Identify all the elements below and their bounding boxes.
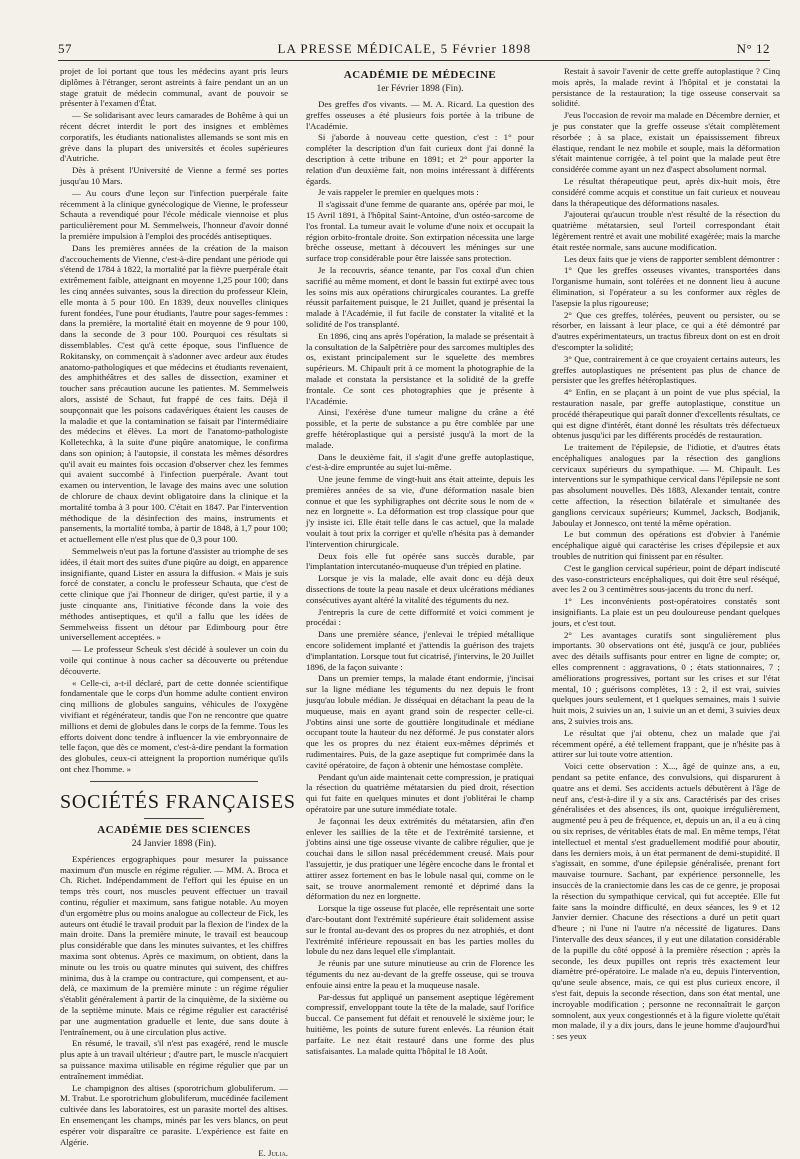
med-paragraph: 1° Que les greffes osseuses vivantes, transportées dans l'organisme humain, sont tolérées et ne donnent lieu à aucune élimination, si l'opérateur a su les conformer aux règles de l'asepsie la plus rigoureuse; xyxy=(552,265,780,308)
news-paragraph: projet de loi portant que tous les médecins ayant pris leurs diplômes à l'étranger, seront astreints à faire pendant un an un stage gratuit de médecin communal, avant de pouvoir se présenter à l'examen d'État. xyxy=(60,66,288,109)
med-paragraph: C'est le ganglion cervical supérieur, point de départ indiscuté des vaso-constricteurs encéphaliques, qui doit être seul réséqué, avec les 2 ou 3 centimètres sous-jacents du tronc du nerf. xyxy=(552,562,780,595)
academy-medicine-date: 1er Février 1898 (Fin). xyxy=(376,84,464,94)
section-title: SOCIÉTÉS FRANÇAISES xyxy=(60,790,296,813)
issue-date: 5 Février 1898 xyxy=(440,41,532,56)
sci-paragraph: Expériences ergographiques pour mesurer la puissance maximum d'un muscle en régime régulier. — MM. A. Broca et Ch. Richet. Indépendamment de l'effort qui les épuise en un temps très court, nos muscles peuvent effectuer un travail continu, régulier et maximum, sans fatigue notable. Au moyen d'un ergomètre plus ou moins analogue au collecteur de Fick, les auteurs ont étudié le travail produit par la flexion de l'index de la main droite. Dans la première minute, le travail est beaucoup plus considérable que dans les minutes suivantes, et les chiffres maxima sont obtenus. Après ce maximum, on obtient, dans la minute ou les trois ou quatre minutes qui suivent, des chiffres minima, dus à la crampe ou contracture, qui compensent, et au-delà, ce maximum de la première minute : un régime régulier s'établit généralement à partir de la cinquième, de la sixième ou de la septième minute. Mais ce régime régulier est caractérisé par une augmentation graduelle et lente, due sans doute à l'entraînement, ou à une circulation plus active. xyxy=(60,853,288,1037)
med-paragraph: Je réunis par une suture minutieuse au crin de Florence les téguments du nez au-devant de la greffe osseuse, qui se trouva enfouie ainsi entre la peau et la muqueuse nasale. xyxy=(306,958,534,990)
issue-number: N° 12 xyxy=(736,41,770,56)
med-paragraph: Lorsque je vis la malade, elle avait donc eu déjà deux dissections de toute la peau nasale et deux ulcérations médianes consécutives ayant altéré la vitalité des téguments du nez. xyxy=(306,573,534,605)
med-paragraph: Lorsque la tige osseuse fut placée, elle représentait une sorte d'arc-boutant dont l'extrémité supérieure était solidement assise sur le frontal au-devant des os propres du nez atrophiés, et dont l'extrémité inférieure repoussait en bas les parties molles du lobule du nez dans lequel elle s'implantait. xyxy=(306,903,534,957)
med-paragraph: Restait à savoir l'avenir de cette greffe autoplastique ? Cinq mois après, la malade revint à l'hôpital et je constatai la persistance de la restauration; la tige osseuse conservait sa solidité. xyxy=(552,66,780,109)
med-paragraph: Par-dessus fut appliqué un pansement aseptique légèrement compressif, enveloppant toute la tête de la malade, sauf l'orifice buccal. Ce pansement fut défait et renouvelé le sixième jour; le huitième, les points de suture furent enlevés. La réunion était parfaite. Le nez était restauré dans une forme des plus satisfaisantes. La malade quitta l'hôpital le 18 Août. xyxy=(306,991,534,1056)
sci-paragraph: Le champignon des altises (sporotrichum globuliferum. — M. Trabut. Le sporotrichum globuliferum, mucédinée facilement cultivée dans les laboratoires, est un parasite mortel des altises. En ensemençant les champs, minés par les vers blancs, on peut espérer voir disparaître ce parasite. L'expérience est faite en Algérie. xyxy=(60,1082,288,1147)
med-paragraph: Pendant qu'un aide maintenait cette compression, je pratiquai la résection du quatrième métatarsien du pied droit, résection qui fut faite en quelques minutes et dont j'oblitérai le champ opératoire par une suture immédiate totale. xyxy=(306,771,534,814)
news-paragraph: Semmelweis n'eut pas la fortune d'assister au triomphe de ses idées, il était mort des suites d'une piqûre au doigt, en apparence insignifiante, quand Lister en assura la diffusion. « Mais je suis forcé de constater, a conclu le professeur Schauta, que c'est de cette clinique que j'ai l'honneur de diriger, qu'est partie, il y a juste cinquante ans, l'initiative féconde dans la voie des méthodes antiseptiques, et qu'il a fallu que les idées de Semmelweiss fissent un détour par Edimbourg pour être universellement acceptées. » xyxy=(60,546,288,643)
med-paragraph: Dans le deuxième fait, il s'agit d'une greffe autoplastique, c'est-à-dire empruntée au sujet lui-même. xyxy=(306,451,534,473)
med-paragraph: Le résultat thérapeutique peut, après dix-huit mois, être considéré comme acquis et constitue un fait curieux et nouveau dans la thérapeutique des déformations nasales. xyxy=(552,175,780,208)
med-paragraph: Les deux faits que je viens de rapporter semblent démontrer : xyxy=(564,253,780,264)
med-paragraph: J'entrepris la cure de cette difformité et voici comment je procédai : xyxy=(306,606,534,628)
news-paragraph: Dès à présent l'Université de Vienne a fermé ses portes jusqu'au 10 Mars. xyxy=(60,165,288,186)
running-header xyxy=(58,40,770,58)
med-paragraph: Je vais rappeler le premier en quelques mots : xyxy=(318,187,479,198)
med-paragraph: 2° Les avantages curatifs sont singulièrement plus importants. 30 observations ont été, jusqu'à ce jour, publiées avec des détails suffisants pour entrer en ligne de compte; or, elles comprennent : aggravations, 0 ; états stationnaires, 7 ; améliorations progressives, portant sur les crises et sur l'état mental, 10 ; guérisons complètes, 13 : 2, il est vrai, suivies quelques jours seulement, et 1 quelques semaines, mais 1 suivie huit mois, 2 suivies un an, 1 suivie un an et demi, 3 suivies deux ans, 2 suivies trois ans. xyxy=(552,629,780,727)
med-paragraph: Ainsi, l'exérèse d'une tumeur maligne du crâne a été possible, et la perte de substance a pu être comblée par une greffe hétéroplastique qui a persisté jusqu'à la mort de la malade. xyxy=(306,407,534,450)
med-paragraph: Je façonnai les deux extrémités du métatarsien, afin d'en enlever les saillies de la tête et de l'extrémité tarsienne, et j'obtins ainsi une tige osseuse vivante de calibre régulier, que je couchai dans le sillon nasal précédemment creusé. Mais pour l'assujettir, je dus pratiquer une légère encoche dans le frontal et attirer assez fortement en bas le lobule nasal qui, comme on le sait, se trouve anormalement remonté et déprimé dans la déformation du nez en lorgnette. xyxy=(306,815,534,902)
med-paragraph: Des greffes d'os vivants. — M. A. Ricard. La question des greffes osseuses a été plusieurs fois portée à la tribune de l'Académie. xyxy=(306,99,534,131)
med-paragraph: En 1896, cinq ans après l'opération, la malade se présentait à la consultation de la Salpêtrière pour des sarcomes multiples des os, existant principalement sur le squelette des membres supérieurs. M. Chipault prit à ce moment la photographie de la malade et constata la persistance et la solidité de la greffe frontale. Ce sont ces photographies que je présente à l'Académie. xyxy=(306,330,534,406)
med-paragraph: Une jeune femme de vingt-huit ans était atteinte, depuis les premières années de sa vie, d'une déformation nasale bien connue et que les syphiligraphes ont décrite sous le nom de « nez en lorgnette ». La déformation est trop classique pour que j'y insiste ici. Elle était telle dans le cas actuel, que la malade voulait à tout prix la corriger et qu'elle n'hésita pas à demander l'intervention chirurgicale. xyxy=(306,474,534,549)
journal-title-and-date xyxy=(278,41,532,57)
column-left xyxy=(60,66,296,1159)
med-paragraph: Voici cette observation : X..., âgé de quinze ans, a eu, pendant sa petite enfance, des convulsions, qui disparurent à quatre ans et demi. Ses accidents actuels débutèrent à l'âge de neuf ans, c'est-à-dire il y a six ans. Caractérisés par des crises généralisées et des absences, ils ont, quoique irrégulièrement, augmenté peu à peu de fréquence, et, depuis un an, il a eu à cinq ou six reprises, de véritables états de mal. En même temps, l'état intellectuel et mental s'est graduellement modifié pour aboutir, dans les derniers mois, à un état permanent de demi-stupidité. Il s'agissait, en somme, d'une épilepsie généralisée, prenant fort mauvaise tournure. Sachant, par expérience personnelle, les insuccès de la craniectomie dans les cas de ce genre, je proposai la résection du sympathique cervical, qui fut acceptée. Elle fut faite sans la moindre difficulté, en deux séances, les 9 et 12 Janvier dernier. Chacune des résections a duré un petit quart d'heure ; ni l'une ni l'autre n'a nécessité de ligatures. Dans l'intervalle des deux séances, il y eut une dilatation considérable de la pupille du côté opposé à la première résection ; après la seconde, les deux pupilles ont repris très exactement leur diamètre pré-opératoire. Le malade n'a eu, depuis l'intervention, qu'une seule absence, mais, ce qui est plus curieux encore, il s'est fait, depuis la seconde résection, dans son état mental, une incroyable modification ; personne ne reconnaîtrait le garçon somnolent, aux yeux congestionnés et à la figure violette qu'était mon malade, il y a dix jours, dans le jeune homme d'aujourd'hui : ses yeux xyxy=(552,761,780,1042)
title-rule xyxy=(144,818,204,819)
med-paragraph: Le traitement de l'épilepsie, de l'idiotie, et d'autres états encéphaliques analogues par la résection des ganglions cervicaux supérieurs du sympathique. — M. Chipault. Les interventions sur le sympathique cervical dans l'épilepsie ne sont pas absolument nouvelles. Dès 1883, Alexander tentait, contre cette affection, la résection bilatérale et simultanée des ganglions cervicaux supérieurs; Kummel, Jacksch, Bodjanik, Jaboulay et Jonnesco, ont tenté la même opération. xyxy=(552,442,780,528)
news-paragraph: — Se solidarisant avec leurs camarades de Bohême à qui un récent décret interdit le port des insignes et emblèmes corporatifs, les étudiants nationalistes allemands se sont mis en grève dans la plupart des universités et écoles supérieures d'Autriche. xyxy=(60,110,288,164)
column-right xyxy=(552,66,780,1100)
page-number: 57 xyxy=(58,41,72,56)
med-paragraph: 4° Enfin, en se plaçant à un point de vue plus spécial, la restauration nasale, par greffe autoplastique, constitue un procédé thérapeutique qui paraît donner d'excellents résultats, ce qui est digne d'intérêt, étant donné les résultats très défectueux obtenus jusqu'ici par les différents procédés de restauration. xyxy=(552,387,780,441)
news-paragraph: Dans les premières années de la création de la maison d'accouchements de Vienne, c'est-à-dire pendant une période qui s'étend de 1784 à 1822, la mortalité par la fièvre puerpérale était extrêmement faible, atteignant en moyenne 1,25 pour 100; dans les cinq années suivantes, sous la direction du professeur Klein, elle monta à 5 pour 100. En 1839, deux nouvelles cliniques furent fondées, l'une pour étudiants, l'autre pour sages-femmes : dans la première, la mortalité était en moyenne de 9 pour 100, dans la seconde de 3 pour 100. Pourquoi ces résultats si dissemblables. C'est qu'à cette époque, sous l'influence de Rokitansky, on commençait à s'adonner avec ardeur aux études anatomo-pathologiques et que médecins et étudiants revenaient, des amphithéâtres et des salles de dissection, examiner et toucher sans précaution aucune les patientes. M. Semmelweis alors, assisté de Schaut, fut frappé de ces faits. Déjà il soupçonnait que les poisons cadavériques étaient les causes de la maladie et que la contamination se faisait par l'intermédiaire des médecins et élèves. La mort de l'anatomo-pathologiste Kolletechka, à la suite d'une piqûre anatomique, le confirma dans son opinion; à l'autopsie, il constata les mêmes désordres qu'il avait eu maintes fois occasion d'observer chez les femmes qui avaient succombé à l'infection puerpérale. Avant tout examen ou intervention, le lavage des mains avec une solution de chlorure de chaux devint obligatoire dans la clinique et la mortalité tomba à 3 pour 100. C'était en 1847. Par l'intervention méthodique de la désinfection des mains, instruments et pansements, la mortalité tomba, à partir de 1848, à 1,7 pour 100; et actuellement elle n'est plus que de 0,3 pour 100. xyxy=(60,242,288,545)
news-paragraphs xyxy=(60,66,288,775)
med-paragraph: Dans un premier temps, la malade étant endormie, j'incisai sur la ligne médiane les téguments du nez depuis le front jusqu'au lobule médian. Je disséquai en détachant la peau de la muqueuse, mais en ayant grand soin de respecter celle-ci. J'obtins ainsi une sorte de gouttière longitudinale et médiane occupant toute la hauteur du nez déformé. Je pus constater alors que les os propres du nez étaient eux-mêmes déprimés et rudimentaires. Puis, de la gaze aseptique fut comprimée dans la cavité opératoire, de façon à obtenir une hémostase complète. xyxy=(306,673,534,770)
header-rule xyxy=(58,60,770,61)
section-divider xyxy=(90,781,258,782)
med-paragraph: 1° Les inconvénients post-opératoires constatés sont insignifiants. La plaie est un peu douloureuse pendant quelques jours, et c'est tout. xyxy=(552,596,780,628)
med-paragraph: Il s'agissait d'une femme de quarante ans, opérée par moi, le 15 Avril 1891, à l'hôpital Saint-Antoine, d'un ostéo-sarcome de l'os frontal. La tumeur avait le volume d'une noix et occupait la région orbito-frontale droite. Son extirpation nécessita une large brèche osseuse, mettant à découvert les méninges sur une surface trop considérable pour être laissée sans protection. xyxy=(306,199,534,264)
news-paragraph: « Celle-ci, a-t-il déclaré, part de cette donnée scientifique fondamentale que le corps d'un homme adulte contient environ cinq millions de globules sanguins, véhicules de l'oxygène vivifiant et régénérateur, tandis que l'on ne rencontre que quatre millions et demi de globules dans le corps de la femme. Tous les efforts doivent donc tendre à influencer la vie embryonnaire de telle façon, que dès ce moment, c'est-à-dire pendant la formation des globules, ceux-ci atteignent la proportion numérique qu'ils ont chez l'homme. » xyxy=(60,677,288,774)
column-middle xyxy=(306,66,534,1100)
med-paragraph: J'eus l'occasion de revoir ma malade en Décembre dernier, et je pus constater que la greffe osseuse s'était complètement résorbée ; à sa place, existait un épaississement fibreux élastique, rendant le nez mobile et souple, mais la déformation s'était maintenue corrigée, à tel point que la malade peut être considérée comme ayant un nez d'aspect absolument normal. xyxy=(552,110,780,175)
med-paragraph: Je la recouvris, séance tenante, par l'os coxal d'un chien sacrifié au même moment, et dont le bassin fut extirpé avec tous les soins mis aux opérations chirurgicales courantes. La greffe réussit parfaitement puisque, le 21 Juillet, quand je présentai la malade à l'Académie, il fut facile de constater la vitalité et la solidité de l'os transplanté. xyxy=(306,264,534,329)
med-paragraph: Deux fois elle fut opérée sans succès durable, par l'implantation intercutanéo-muqueuse d'un trépied en platine. xyxy=(306,550,534,572)
academy-sciences-heading: ACADÉMIE DES SCIENCES xyxy=(97,823,251,836)
news-paragraph: — Au cours d'une leçon sur l'infection puerpérale faite récemment à la clinique gynécologique de Vienne, le professeur Schauta a revendiqué pour l'école médicale viennoise et plus particulièrement pour M. Semmelweis, l'honneur d'avoir donné la première impulsion à l'emploi des procédés antiseptiques. xyxy=(60,187,288,241)
sci-paragraph: En résumé, le travail, s'il n'est pas exagéré, rend le muscle plus apte à un travail ultérieur ; d'autre part, le muscle n'acquiert sa puissance maxima utilisable en régime régulier que par un entraînement immédiat. xyxy=(60,1038,288,1081)
med-paragraph: 2° Que ces greffes, tolérées, peuvent ou persister, ou se résorber, en laissant à leur place, ce qui a été démontré par d'autres expérimentateurs, un tractus fibreux dont on est en droit d'escompter la solidité; xyxy=(552,309,780,352)
journal-title: LA PRESSE MÉDICALE, xyxy=(277,41,437,56)
med-paragraph: Le but commun des opérations est d'obvier à l'anémie encéphalique aiguë qui caractérise les crises d'épilepsie et aux troubles de nutrition qui finissent par en résulter. xyxy=(552,529,780,562)
author-signature: E. Julia. xyxy=(258,1148,288,1159)
med-paragraph: Si j'aborde à nouveau cette question, c'est : 1° pour compléter la description d'un fait curieux dont j'ai donné la description à cette tribune en 1891; et 2° pour apporter la relation d'un deuxième fait, non moins intéressant à différents égards. xyxy=(306,132,534,186)
med-paragraph: 3° Que, contrairement à ce que croyaient certains auteurs, les greffes autoplastiques ne présentent pas plus de chance de persister que les greffes hétéroplastiques. xyxy=(552,353,780,386)
academy-sciences-date: 24 Janvier 1898 (Fin). xyxy=(131,838,217,849)
academy-medicine-heading: ACADÉMIE DE MÉDECINE xyxy=(343,69,497,81)
med-paragraph: Dans une première séance, j'enlevai le trépied métallique encore solidement implanté et j'attendis la guérison des trajets d'implantation. Lorsque tout fut cicatrisé, j'intervins, le 20 Juillet 1896, de la façon suivante : xyxy=(306,629,534,672)
news-paragraph: — Le professeur Scheuk s'est décidé à soulever un coin du voile qui continue à nous cacher sa découverte ou prétendue découverte. xyxy=(60,644,288,676)
med-paragraph: Le résultat que j'ai obtenu, chez un malade que j'ai récemment opéré, a été tellement frappant, que je n'hésite pas à attirer sur lui toute votre attention. xyxy=(552,727,780,760)
med-paragraph: J'ajouterai qu'aucun trouble n'est résulté de la résection du quatrième métatarsien, seul l'orteil correspondant était légèrement rentré et avait une mobilité exagérée; mais la marche était restée normale, sans aucune modification. xyxy=(552,209,780,252)
